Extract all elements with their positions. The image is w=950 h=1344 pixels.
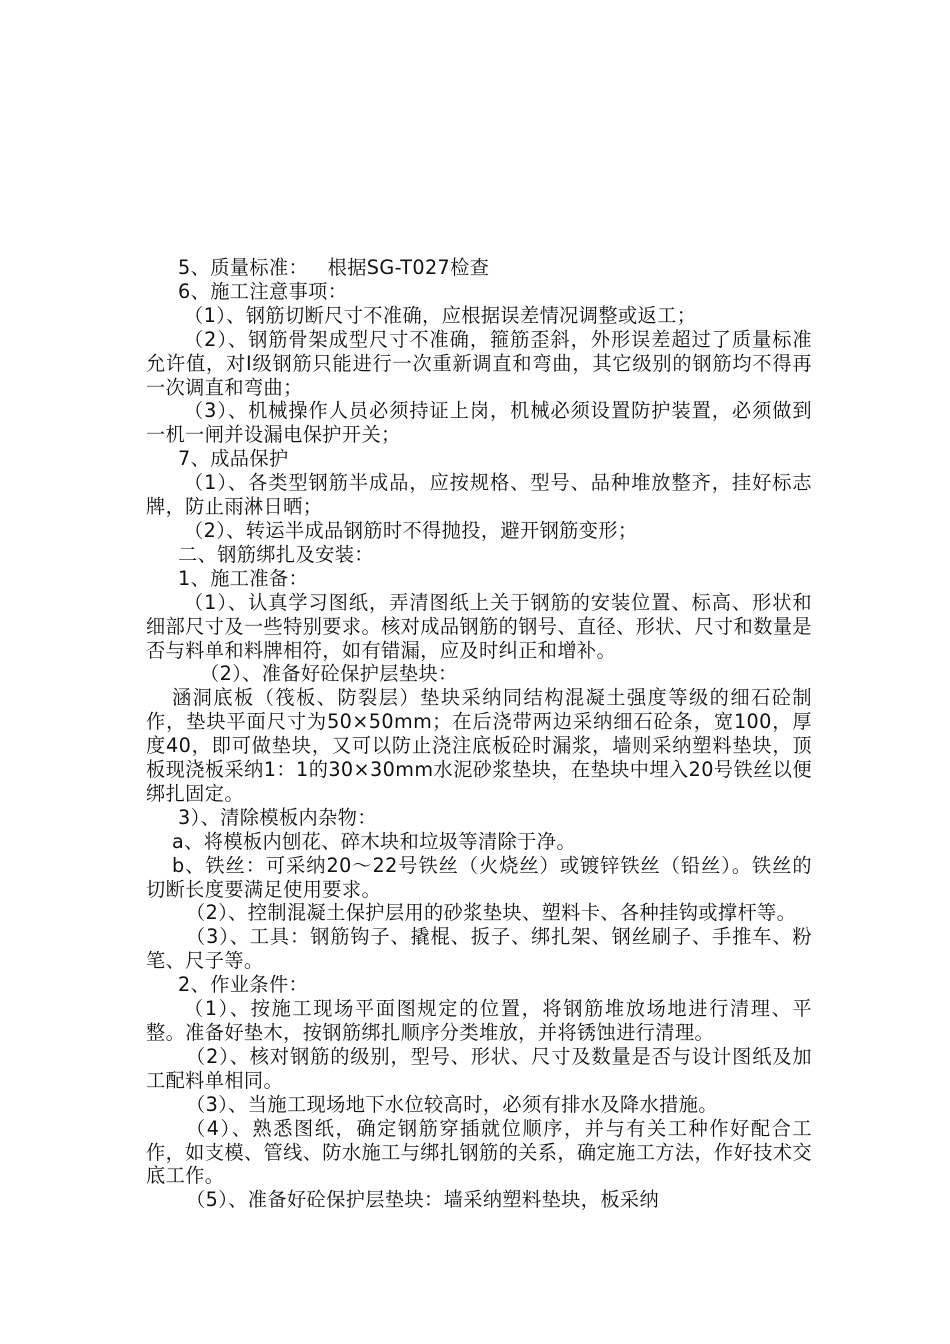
section-heading-quality-standard: 5、质量标准： 根据SG-T027检查 [178, 256, 490, 279]
paragraph: （2）、转运半成品钢筋时不得抛投，避开钢筋变形； [184, 518, 638, 542]
section-heading-work-conditions: 2、作业条件： [178, 973, 309, 997]
paragraph: （3）、机械操作人员必须持证上岗，机械必须设置防护装置，必须做到一机一闸并设漏电保护开关； [146, 399, 812, 447]
section-heading-product-protection: 7、成品保护 [178, 447, 289, 471]
paragraph: （1）、各类型钢筋半成品，应按规格、型号、品种堆放整齐，挂好标志牌，防止雨淋日晒； [146, 471, 812, 519]
paragraph: （1）、按施工现场平面图规定的位置，将钢筋堆放场地进行清理、平整。准备好垫木，按钢筋绑扎顺序分类堆放，并将锈蚀进行清理。 [146, 997, 812, 1044]
paragraph: （5）、准备好砼保护层垫块：墙采纳塑料垫块，板采纳 [186, 1188, 660, 1212]
paragraph: （1）、钢筋切断尺寸不准确，应根据误差情况调整或返工； [184, 303, 697, 327]
paragraph: （2）、准备好砼保护层垫块： [200, 662, 458, 686]
paragraph: （3）、当施工现场地下水位较高时，必须有排水及降水措施。 [186, 1092, 718, 1116]
paragraph: 涵洞底板（筏板、防裂层）垫块采纳同结构混凝土强度等级的细石砼制作，垫块平面尺寸为50×50mm；在后浇带两边采纳细石砼条，宽100，厚度40，即可做垫块，又可以防止浇注底板砼时漏浆，墙则采纳塑料垫块，顶板现浇板采纳1：1的30×30mm水泥砂浆垫块，在垫块中埋入20号铁丝以便绑扎固定。 [146, 686, 812, 805]
paragraph: 3）、清除模板内杂物： [178, 805, 377, 829]
paragraph: （2）、钢筋骨架成型尺寸不准确，箍筋歪斜，外形误差超过了质量标准允许值，对Ⅰ级钢筋只能进行一次重新调直和弯曲，其它级别的钢筋均不得再一次调直和弯曲； [146, 327, 812, 399]
paragraph: （4）、熟悉图纸，确定钢筋穿插就位顺序，并与有关工种作好配合工作，如支模、管线、防水施工与绑扎钢筋的关系，确定施工方法，作好技术交底工作。 [146, 1116, 812, 1188]
paragraph: a、将模板内刨花、碎木块和垃圾等清除于净。 [172, 829, 576, 853]
paragraph: （2）、核对钢筋的级别，型号、形状、尺寸及数量是否与设计图纸及加工配料单相同。 [146, 1044, 812, 1092]
section-heading-preparation: 1、施工准备： [178, 566, 309, 590]
paragraph: （3）、工具：钢筋钩子、撬棍、扳子、绑扎架、钢丝刷子、手推车、粉笔、尺子等。 [146, 925, 812, 973]
section-heading-construction-notes: 6、施工注意事项： [178, 279, 348, 303]
paragraph: （2）、控制混凝土保护层用的砂浆垫块、塑料卡、各种挂钩或撑杆等。 [186, 901, 797, 925]
document-body [146, 256, 812, 1212]
paragraph: b、铁丝：可采纳20～22号铁丝（火烧丝）或镀锌铁丝（铅丝）。铁丝的切断长度要满足使用要求。 [146, 853, 812, 901]
paragraph: （1）、认真学习图纸，弄清图纸上关于钢筋的安装位置、标高、形状和细部尺寸及一些特别要求。核对成品钢筋的钢号、直径、形状、尺寸和数量是否与料单和料牌相符，如有错漏，应及时纠正和增补。 [146, 590, 812, 662]
section-heading-rebar-binding: 二、钢筋绑扎及安装： [178, 542, 374, 566]
